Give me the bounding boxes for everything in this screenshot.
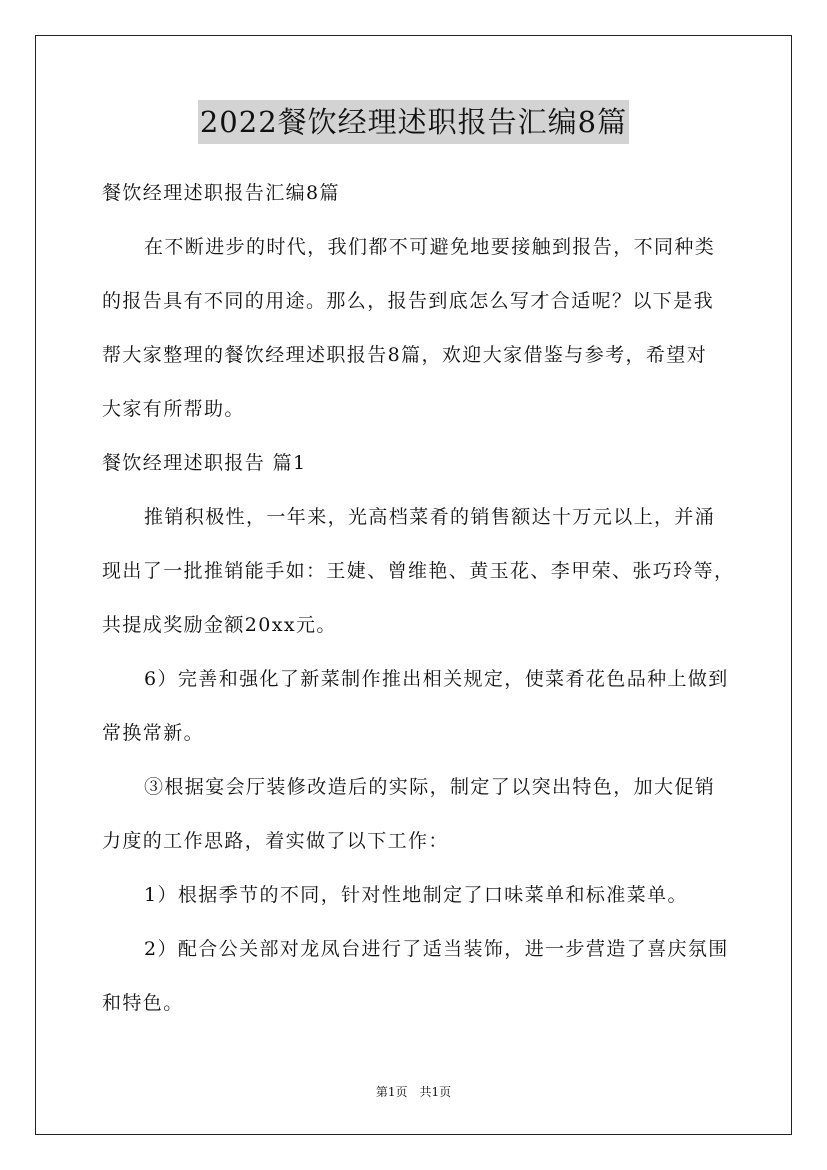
paragraph-line: 现出了一批推销能手如：王婕、曾维艳、黄玉花、李甲荣、张巧玲等， (102, 560, 735, 582)
paragraph-line: 6）完善和强化了新菜制作推出相关规定，使菜肴花色品种上做到 (144, 668, 729, 690)
paragraph-line: 常换常新。 (102, 722, 205, 744)
page-footer (0, 1084, 827, 1100)
paragraph-line: 帮大家整理的餐饮经理述职报告8篇，欢迎大家借鉴与参考，希望对 (102, 344, 708, 366)
paragraph-line: 的报告具有不同的用途。那么，报告到底怎么写才合适呢？以下是我 (102, 290, 715, 312)
title-container (0, 100, 827, 144)
subtitle-line: 餐饮经理述职报告汇编8篇 (102, 182, 340, 204)
paragraph-line: 和特色。 (102, 992, 184, 1014)
paragraph-line: 2）配合公关部对龙凤台进行了适当装饰，进一步营造了喜庆氛围 (144, 938, 729, 960)
paragraph-line: 共提成奖励金额20xx元。 (102, 614, 337, 636)
paragraph-line: 力度的工作思路，着实做了以下工作： (102, 830, 449, 852)
document-title: 2022餐饮经理述职报告汇编8篇 (198, 100, 629, 144)
page-number-label: 第1页 共1页 (375, 1085, 452, 1099)
paragraph-line: 1）根据季节的不同，针对性地制定了口味菜单和标准菜单。 (144, 884, 688, 906)
paragraph-line: ③根据宴会厅装修改造后的实际，制定了以突出特色，加大促销 (144, 776, 716, 798)
section-heading: 餐饮经理述职报告 篇1 (102, 452, 307, 474)
paragraph-line: 大家有所帮助。 (102, 398, 245, 420)
paragraph-line: 推销积极性，一年来，光高档菜肴的销售额达十万元以上，并涌 (144, 506, 716, 528)
paragraph-line: 在不断进步的时代，我们都不可避免地要接触到报告，不同种类 (144, 236, 716, 258)
